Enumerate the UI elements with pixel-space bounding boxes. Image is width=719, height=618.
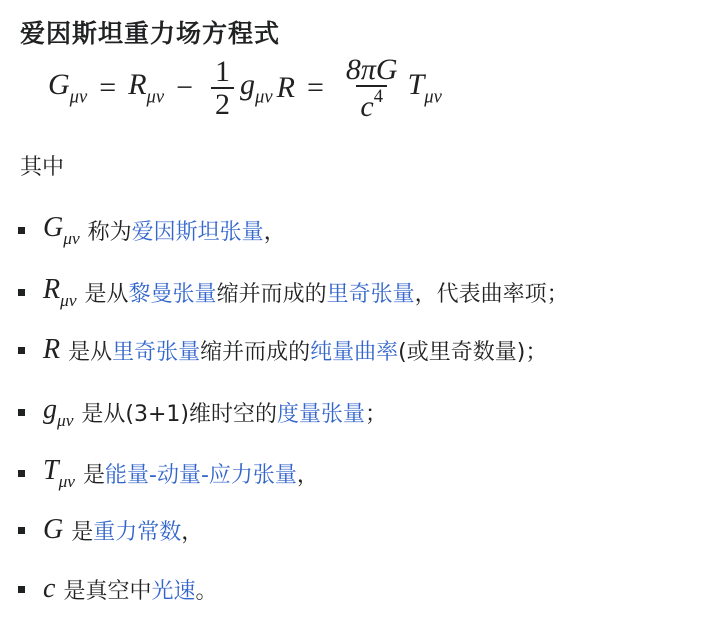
definition-text: 是 [83,462,106,488]
term-link[interactable]: 能量-动量-应力张量 [105,462,297,488]
einstein-tensor-symbol: $G_{\mu\nu}$ [48,67,88,108]
definition-item [18,274,569,311]
bullet-icon [18,527,25,534]
bullet-icon [18,470,25,477]
term-link[interactable]: 里奇张量 [326,281,415,307]
definition-text: 是从 [84,281,129,307]
intro-text: 其中 [20,155,65,180]
definition-text: ； [365,401,388,427]
definition-text: 缩并而成的 [200,339,311,365]
definition-text: 是从 [68,339,113,365]
definition-text: ， [296,462,319,488]
term-link[interactable]: 光速 [151,578,196,604]
scalar-curvature-symbol: R [276,71,295,104]
metric-tensor-symbol: $g_{\mu\nu}$ [240,67,273,108]
bullet-icon [18,409,25,416]
definition-item [18,514,203,546]
definition-text: 是真空中 [63,578,152,604]
definition-text: 是 [71,519,94,545]
definition-text: 是从(3+1)维时空的 [81,401,278,427]
half-fraction: $\frac{1}{2}$ [211,56,234,121]
term-link[interactable]: 黎曼张量 [128,281,217,307]
term-link[interactable]: 重力常数 [93,519,182,545]
definition-symbol: c [43,573,56,604]
definition-text: 称为 [87,219,132,245]
minus-sign: − [176,71,194,104]
definition-symbol: $g_{\mu\nu}$ [43,394,74,430]
equals-sign-2: = [306,71,324,104]
equals-sign: = [99,71,117,104]
bullet-icon [18,289,25,296]
term-link[interactable]: 里奇张量 [112,339,201,365]
definition-symbol: $G_{\mu\nu}$ [43,212,80,248]
term-link[interactable]: 度量张量 [277,401,366,427]
term-link[interactable]: 爱因斯坦张量 [131,219,264,245]
definition-text: ， [263,219,286,245]
definition-text: (或里奇数量)； [398,339,548,365]
definition-symbol: R [43,334,61,365]
definition-symbol: $T_{\mu\nu}$ [43,455,75,491]
field-equation [48,52,442,124]
bullet-icon [18,586,25,593]
definition-text: ， [181,519,204,545]
definition-item [18,394,387,431]
definition-text: 。 [195,578,218,604]
definition-item [18,212,286,249]
page-title: 爱因斯坦重力场方程式 [20,19,281,48]
term-link[interactable]: 纯量曲率 [310,339,399,365]
definition-text: 缩并而成的 [216,281,327,307]
bullet-icon [18,227,25,234]
definition-symbol: $R_{\mu\nu}$ [43,274,77,310]
ricci-tensor-symbol: $R_{\mu\nu}$ [128,67,165,108]
stress-energy-tensor-symbol: $T_{\mu\nu}$ [407,67,442,108]
bullet-icon [18,347,25,354]
definition-text: ，代表曲率项； [414,281,569,307]
definition-item [18,334,547,366]
coupling-fraction: $\frac{8\pi G}{c^4}$ [345,52,398,123]
definition-item [18,455,319,492]
definition-item [18,573,217,605]
definition-symbol: G [43,514,64,545]
